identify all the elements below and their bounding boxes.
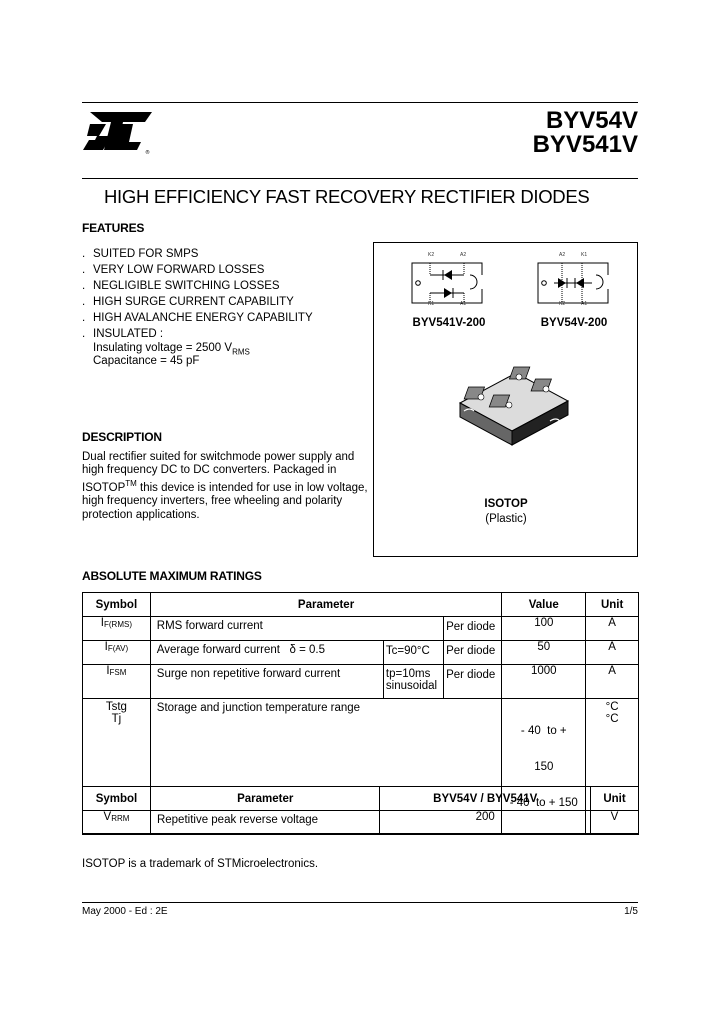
ratings-heading: ABSOLUTE MAXIMUM RATINGS <box>82 569 262 583</box>
symbol-line: Tj <box>111 713 122 725</box>
feature-item: . HIGH AVALANCHE ENERGY CAPABILITY <box>82 312 313 324</box>
condition-cell: Tc=90°C <box>383 641 443 665</box>
description-heading: DESCRIPTION <box>82 430 162 444</box>
col-header-value: Value <box>502 593 586 617</box>
col-header-symbol: Symbol <box>83 593 151 617</box>
col-header-parameter: Parameter <box>150 787 380 811</box>
col-header-unit: Unit <box>586 593 639 617</box>
pin-label: A2 <box>460 252 467 258</box>
value-line: - 40 to + 150 <box>509 797 578 809</box>
col-header-types: BYV54V / BYV541V <box>380 787 591 811</box>
value-line: 150 <box>534 761 554 773</box>
page-number: 1/5 <box>624 906 638 917</box>
col-header-symbol: Symbol <box>83 787 151 811</box>
table-row <box>83 617 639 641</box>
package-label-byv54v: BYV54V-200 <box>540 317 608 329</box>
isotop-package-icon <box>454 361 574 456</box>
parameter-cell: Storage and junction temperature range <box>150 699 502 834</box>
pin-label: A1 <box>460 301 467 307</box>
value-line: - 40 to + <box>520 725 567 737</box>
unit-cell: A <box>586 617 639 641</box>
feature-item: . HIGH SURGE CURRENT CAPABILITY <box>82 296 294 308</box>
package-material: (Plastic) <box>485 513 527 525</box>
dual-diode-schematic-icon <box>408 257 488 307</box>
condition-cell: Per diode <box>444 617 502 641</box>
value-cell: 1000 <box>502 665 586 699</box>
pin-label: K1 <box>428 301 435 307</box>
features-heading: FEATURES <box>82 221 145 235</box>
unit-line: °C <box>605 713 619 725</box>
condition-line: tp=10ms <box>385 668 431 680</box>
value-cell: 200 <box>380 811 591 835</box>
vrrm-table <box>82 786 639 835</box>
value-cell: 100 <box>502 617 586 641</box>
pin-label: A1 <box>581 301 588 307</box>
footer-rule <box>82 902 638 903</box>
condition-cell: Per diode <box>444 665 502 699</box>
symbol-cell: $I_{F(RMS)}$ <box>83 617 151 641</box>
svg-text:®: ® <box>145 150 150 156</box>
pin-label: K2 <box>428 252 435 258</box>
part-number-byv54v: BYV54V <box>545 107 638 134</box>
insulating-voltage: Insulating voltage = 2500 $V_{RMS}$ <box>93 342 250 357</box>
unit-cell: A <box>586 665 639 699</box>
title-rule <box>82 178 638 179</box>
part-number-byv541v: BYV541V <box>532 131 638 158</box>
features-list <box>82 246 313 342</box>
parameter-cell: Repetitive peak reverse voltage <box>150 811 380 835</box>
unit-line: °C <box>605 701 619 713</box>
table-header-row <box>83 593 639 617</box>
feature-item: . INSULATED : <box>82 328 164 340</box>
condition-line: sinusoidal <box>385 680 438 692</box>
package-label-byv541v: BYV541V-200 <box>412 317 486 329</box>
pin-label: K2 <box>559 301 566 307</box>
table-row <box>83 641 639 665</box>
common-cathode-schematic-icon <box>534 257 614 307</box>
symbol-cell: $I_{F(AV)}$ <box>83 641 151 665</box>
st-logo-icon <box>82 110 154 158</box>
parameter-cell: Surge non repetitive forward current <box>150 665 383 699</box>
pin-label: K1 <box>581 252 588 258</box>
value-cell: 50 <box>502 641 586 665</box>
condition-cell <box>383 665 443 699</box>
package-name: ISOTOP <box>484 498 528 510</box>
parameter-cell: RMS forward current <box>150 617 443 641</box>
symbol-line: Tstg <box>105 701 127 713</box>
table-header-row <box>83 787 639 811</box>
top-rule <box>82 102 638 103</box>
table-row <box>83 665 639 699</box>
package-box <box>373 242 638 557</box>
feature-item: . VERY LOW FORWARD LOSSES <box>82 264 265 276</box>
feature-item: . NEGLIGIBLE SWITCHING LOSSES <box>82 280 280 292</box>
condition-cell: Per diode <box>444 641 502 665</box>
symbol-cell: $I_{FSM}$ <box>83 665 151 699</box>
unit-cell: V <box>591 811 639 835</box>
trademark-note: ISOTOP is a trademark of STMicroelectronics. <box>82 858 319 870</box>
col-header-parameter: Parameter <box>150 593 502 617</box>
pin-label: A2 <box>559 252 566 258</box>
table-row <box>83 811 639 835</box>
capacitance: Capacitance = 45 pF <box>93 355 200 367</box>
col-header-unit: Unit <box>591 787 639 811</box>
symbol-cell: $V_{RRM}$ <box>83 811 151 835</box>
feature-item: . SUITED FOR SMPS <box>82 248 199 260</box>
unit-cell: A <box>586 641 639 665</box>
footer-date: May 2000 - Ed : 2E <box>82 906 168 917</box>
description-text: Dual rectifier suited for switchmode power supply and high frequency DC to DC converters. Packaged in ISOTOP™ this device is intended for use in low voltage, high frequency inverters, free wheeling and polarity protection applications. <box>82 451 368 521</box>
parameter-cell: Average forward current δ = 0.5 <box>150 641 383 665</box>
page-title: HIGH EFFICIENCY FAST RECOVERY RECTIFIER DIODES <box>104 186 590 207</box>
